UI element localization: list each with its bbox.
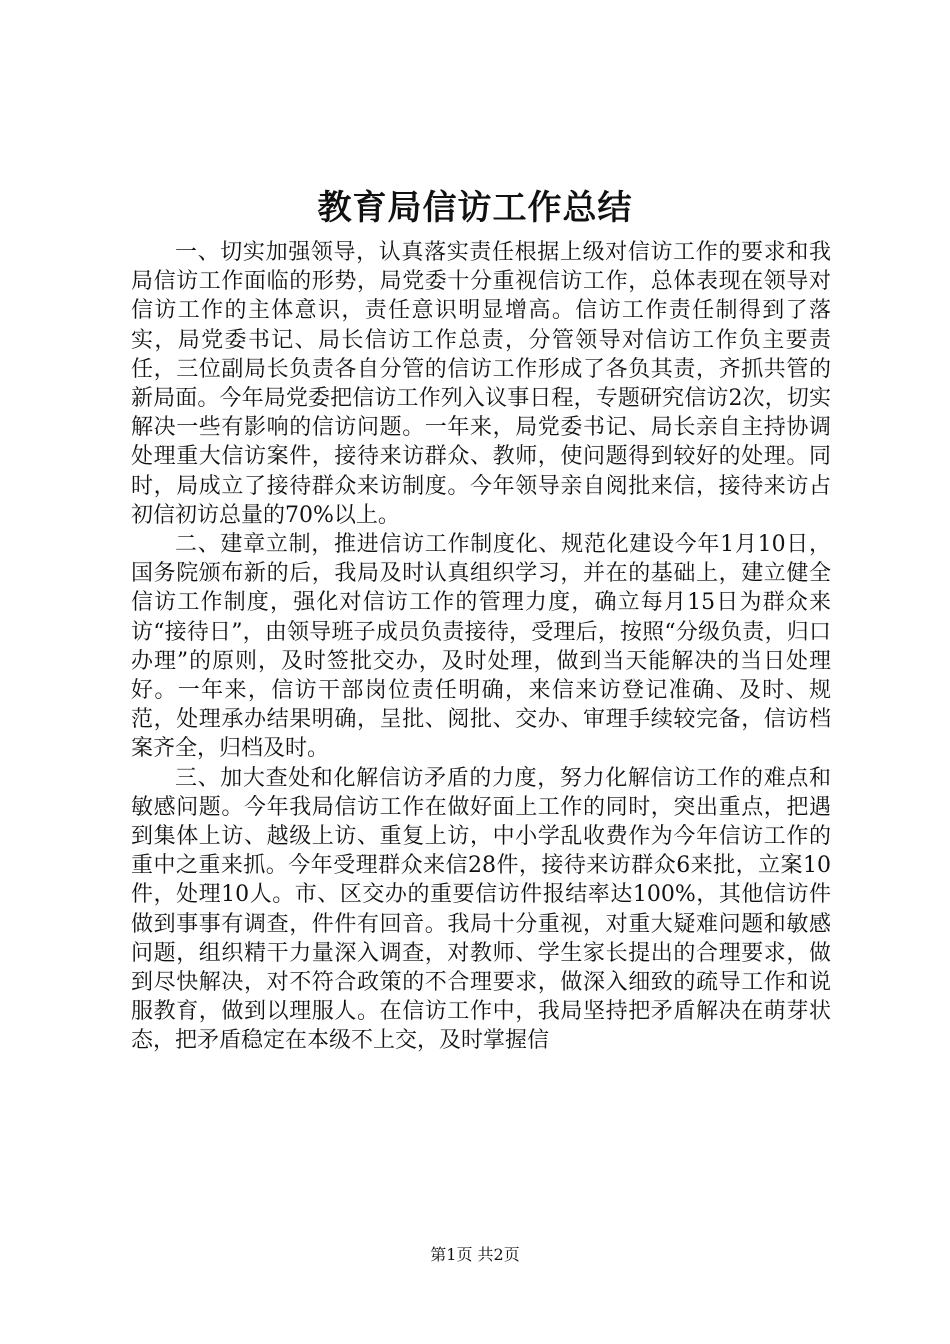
paragraph-1: 一、切实加强领导，认真落实责任根据上级对信访工作的要求和我局信访工作面临的形势，局党委十分重视信访工作，总体表现在领导对信访工作的主体意识，责任意识明显增高。信访工作责任制得到了落实，局党委书记、局长信访工作总责，分管领导对信访工作负主要责任，三位副局长负责各自分管的信访工作形成了各负其责，齐抓共管的新局面。今年局党委把信访工作列入议事日程，专题研究信访2次，切实解决一些有影响的信访问题。一年来，局党委书记、局长亲自主持协调处理重大信访案件，接待来访群众、教师，使问题得到较好的处理。同时，局成立了接待群众来访制度。今年领导亲自阅批来信，接待来访占初信初访总量的70%以上。 [131, 240, 831, 528]
paragraph-2: 二、建章立制，推进信访工作制度化、规范化建设今年1月10日，国务院颁布新的后，我局及时认真组织学习，并在的基础上，建立健全信访工作制度，强化对信访工作的管理力度，确立每月15日为群众来访“接待日”，由领导班子成员负责接待，受理后，按照“分级负责，归口办理”的原则，及时签批交办，及时处理，做到当天能解决的当日处理好。一年来，信访干部岗位责任明确，来信来访登记准确、及时、规范，处理承办结果明确，呈批、阅批、交办、审理手续较完备，信访档案齐全，归档及时。 [131, 532, 831, 762]
page-number-footer: 第1页 共2页 [430, 1245, 520, 1264]
paragraph-3: 三、加大查处和化解信访矛盾的力度，努力化解信访工作的难点和敏感问题。今年我局信访工作在做好面上工作的同时，突出重点，把遇到集体上访、越级上访、重复上访，中小学乱收费作为今年信访工作的重中之重来抓。今年受理群众来信28件，接待来访群众6来批，立案10件，处理10人。市、区交办的重要信访件报结率达100%，其他信访件做到事事有调查，件件有回音。我局十分重视，对重大疑难问题和敏感问题，组织精干力量深入调查，对教师、学生家长提出的合理要求，做到尽快解决，对不符合政策的不合理要求，做深入细致的疏导工作和说服教育，做到以理服人。在信访工作中，我局坚持把矛盾解决在萌芽状态，把矛盾稳定在本级不上交，及时掌握信 [131, 765, 831, 1054]
document-body [131, 238, 831, 1056]
document-title: 教育局信访工作总结 [317, 188, 633, 228]
